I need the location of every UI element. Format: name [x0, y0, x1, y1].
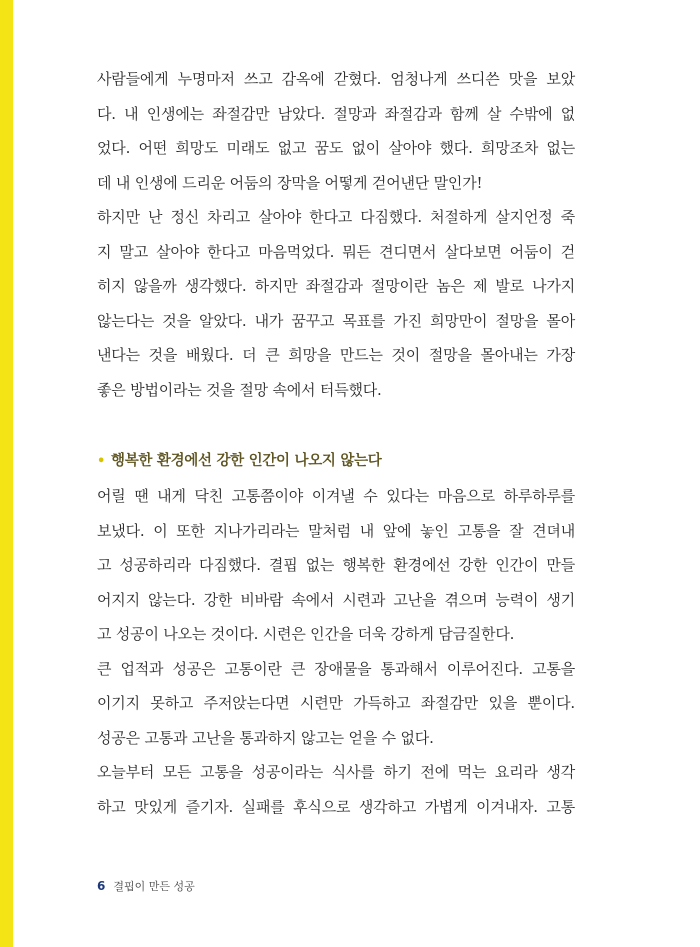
page-body — [97, 62, 575, 824]
text-line: 하고 맛있게 즐기자. 실패를 후식으로 생각하고 가볍게 이겨내자. 고통 — [97, 797, 575, 816]
book-title: 결핍이 만든 성공 — [113, 880, 195, 893]
text-line: 이기지 못하고 주저앉는다면 시련만 가득하고 좌절감만 있을 뿐이다. — [97, 694, 575, 712]
text-line: 오늘부터 모든 고통을 성공이라는 식사를 하기 전에 먹는 요리라 생각 — [97, 763, 575, 781]
paragraph-2 — [97, 200, 575, 407]
text-line: 낸다는 것을 배웠다. 더 큰 희망을 만드는 것이 절망을 몰아내는 가장 — [97, 346, 575, 364]
page-footer — [97, 878, 195, 894]
text-line: 사람들에게 누명마저 쓰고 감옥에 갇혔다. 엄청나게 쓰디쓴 맛을 보았 — [97, 70, 575, 88]
text-line: 성공은 고통과 고난을 통과하지 않고는 얻을 수 없다. — [97, 728, 434, 747]
section-paragraph-2 — [97, 652, 575, 756]
text-line: 좋은 방법이라는 것을 절망 속에서 터득했다. — [97, 380, 382, 399]
text-line: 었다. 어떤 희망도 미래도 없고 꿈도 없이 살아야 했다. 희망조차 없는 — [97, 139, 575, 157]
section-paragraph-1 — [97, 479, 575, 652]
bullet-icon: • — [97, 454, 106, 469]
text-line: 어지지 않는다. 강한 비바람 속에서 시련과 고난을 겪으며 능력이 생기 — [97, 590, 575, 609]
text-line: 어릴 땐 내게 닥친 고통쯤이야 이겨낼 수 있다는 마음으로 하루하루를 — [97, 487, 575, 505]
text-line: 지 말고 살아야 한다고 마음먹었다. 뭐든 견디면서 살다보면 어둠이 걷 — [97, 242, 575, 261]
section-heading-text: 행복한 환경에선 강한 인간이 나오지 않는다 — [111, 453, 382, 469]
section-paragraph-3 — [97, 755, 575, 824]
section-spacer — [97, 407, 575, 445]
section-heading — [97, 445, 575, 479]
text-line: 하지만 난 정신 차리고 살아야 한다고 다짐했다. 처절하게 살지언정 죽 — [97, 208, 575, 226]
text-line: 않는다는 것을 알았다. 내가 꿈꾸고 목표를 가진 희망만이 절망을 몰아 — [97, 311, 575, 330]
paragraph-1 — [97, 62, 575, 200]
text-line: 고 성공이 나오는 것이다. 시련은 인간을 더욱 강하게 담금질한다. — [97, 625, 515, 643]
text-line: 데 내 인생에 드리운 어둠의 장막을 어떻게 걷어낸단 말인가! — [97, 173, 483, 192]
text-line: 히지 않을까 생각했다. 하지만 좌절감과 절망이란 놈은 제 발로 나가지 — [97, 277, 575, 295]
text-line: 고 성공하리라 다짐했다. 결핍 없는 행복한 환경에선 강한 인간이 만들 — [97, 556, 575, 574]
text-line: 다. 내 인생에는 좌절감만 남았다. 절망과 좌절감과 함께 살 수밖에 없 — [97, 104, 575, 123]
text-line: 큰 업적과 성공은 고통이란 큰 장애물을 통과해서 이루어진다. 고통을 — [97, 659, 575, 678]
page-edge-strip — [0, 0, 13, 947]
page-number: 6 — [97, 879, 106, 893]
text-line: 보냈다. 이 또한 지나가리라는 말처럼 내 앞에 놓인 고통을 잘 견뎌내 — [97, 521, 575, 540]
